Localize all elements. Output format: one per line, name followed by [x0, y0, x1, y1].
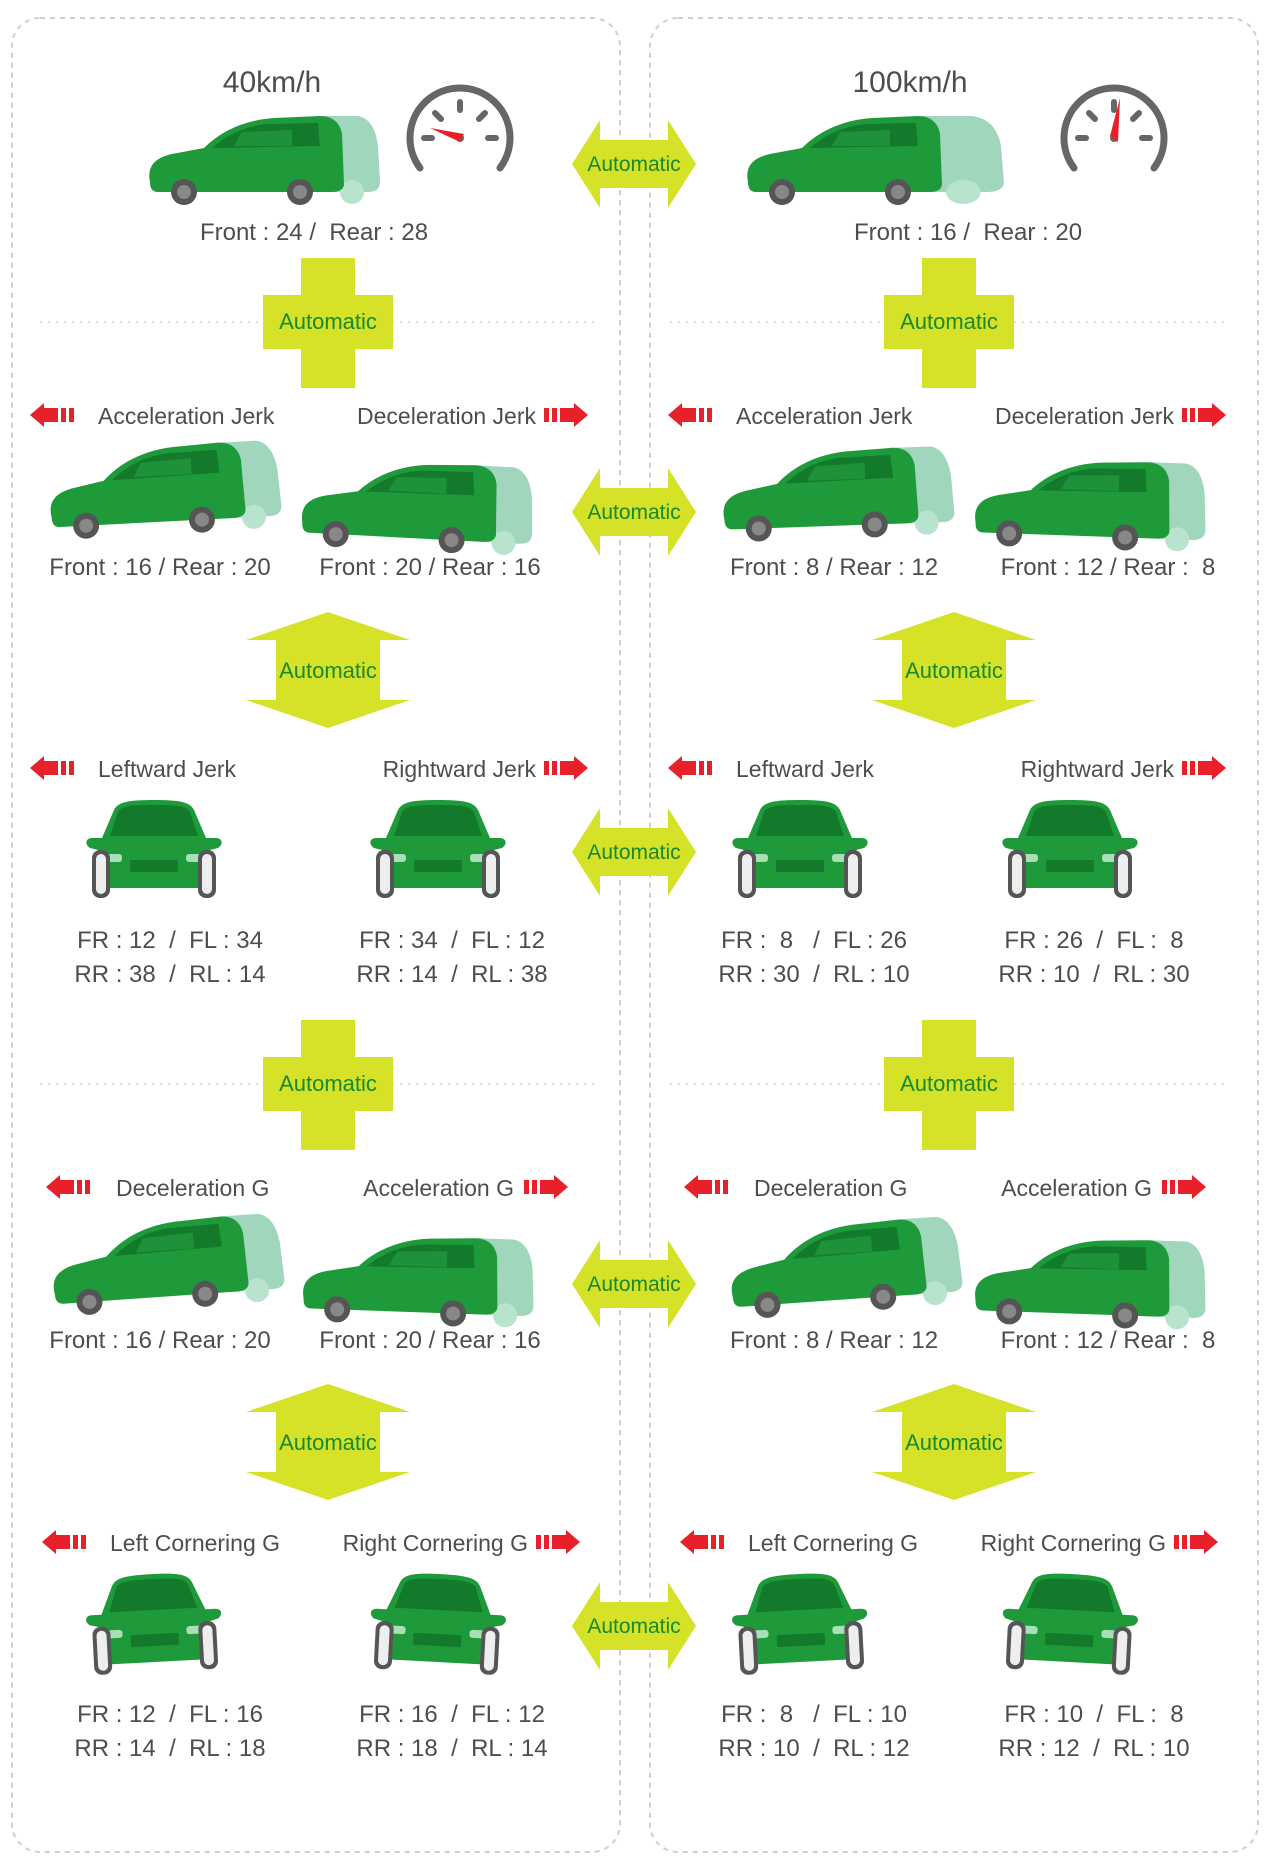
svg-text:Automatic: Automatic [587, 1615, 681, 1638]
jerk-lat-left-line1: FR : 12 / FL : 34 [77, 927, 263, 954]
jerk-lat-right-line1: FR : 34 / FL : 12 [359, 927, 545, 954]
jerk-long-right-damping: Front : 12 / Rear : 8 [1000, 554, 1216, 581]
svg-text:Automatic: Automatic [587, 841, 681, 864]
g-long-left-label: Deceleration G [754, 1175, 908, 1201]
car-front-icon [86, 800, 221, 898]
car-side-icon [300, 456, 535, 557]
car-side-icon [974, 1234, 1208, 1331]
svg-text:Automatic: Automatic [279, 1071, 377, 1096]
jerk-lat-right-line1: FR : 26 / FL : 8 [1004, 927, 1184, 954]
car-front-icon [730, 1571, 870, 1676]
plus-automatic-1 [884, 258, 1014, 388]
g-lat-right-line2: RR : 18 / RL : 14 [356, 1735, 548, 1762]
jerk-long-right-damping: Front : 20 / Rear : 16 [319, 554, 541, 581]
svg-text:Automatic: Automatic [587, 153, 681, 176]
g-long-left-label: Deceleration G [116, 1175, 270, 1201]
car-side-icon [50, 1212, 286, 1317]
car-side-icon [728, 1215, 964, 1320]
car-side-icon [302, 1232, 536, 1329]
plus-automatic-2 [884, 1020, 1014, 1150]
jerk-long-left-damping: Front : 8 / Rear : 12 [729, 554, 939, 581]
car-front-icon [1002, 800, 1137, 898]
svg-text:Automatic: Automatic [900, 309, 998, 334]
g-long-right-label: Acceleration G [363, 1175, 514, 1201]
jerk-long-left-label: Acceleration Jerk [736, 403, 913, 429]
g-long-right-damping: Front : 12 / Rear : 8 [1000, 1327, 1216, 1354]
red-direction-arrow-icon [544, 756, 588, 780]
car-front-icon [368, 1571, 508, 1676]
red-direction-arrow-icon [680, 1530, 724, 1554]
g-long-left-damping: Front : 16 / Rear : 20 [49, 1327, 271, 1354]
red-direction-arrow-icon [1182, 403, 1226, 427]
jerk-lat-right-label: Rightward Jerk [382, 756, 536, 782]
speed-damping-text: Front : 24 / Rear : 28 [199, 219, 429, 246]
svg-text:Automatic: Automatic [279, 658, 377, 683]
jerk-lat-right-line2: RR : 14 / RL : 38 [356, 961, 548, 988]
center-double-arrow [572, 1582, 696, 1670]
center-double-arrow [572, 808, 696, 896]
red-direction-arrow-icon [30, 756, 74, 780]
car-front-icon [370, 800, 505, 898]
g-lat-left-line2: RR : 10 / RL : 12 [718, 1735, 910, 1762]
g-lat-left-line1: FR : 8 / FL : 10 [721, 1701, 907, 1728]
red-direction-arrow-icon [684, 1175, 728, 1199]
red-direction-arrow-icon [668, 756, 712, 780]
jerk-lat-left-line2: RR : 38 / RL : 14 [74, 961, 266, 988]
svg-text:Automatic: Automatic [587, 501, 681, 524]
red-direction-arrow-icon [668, 403, 712, 427]
plus-automatic-1 [263, 258, 393, 388]
jerk-lat-left-label: Leftward Jerk [98, 756, 237, 782]
car-front-icon [1000, 1571, 1140, 1676]
g-lat-right-line2: RR : 12 / RL : 10 [998, 1735, 1190, 1762]
jerk-long-left-damping: Front : 16 / Rear : 20 [49, 554, 271, 581]
red-direction-arrow-icon [524, 1175, 568, 1199]
updown-automatic-1 [246, 612, 410, 728]
g-long-right-damping: Front : 20 / Rear : 16 [319, 1327, 541, 1354]
jerk-lat-left-line1: FR : 8 / FL : 26 [721, 927, 907, 954]
updown-automatic-2 [246, 1384, 410, 1500]
jerk-long-right-label: Deceleration Jerk [357, 403, 536, 429]
g-lat-right-label: Right Cornering G [342, 1530, 528, 1556]
svg-text:Automatic: Automatic [279, 309, 377, 334]
speedometer-icon [410, 88, 510, 168]
g-lat-right-label: Right Cornering G [980, 1530, 1166, 1556]
jerk-lat-right-label: Rightward Jerk [1020, 756, 1174, 782]
red-direction-arrow-icon [30, 403, 74, 427]
speed-label: 100km/h [852, 66, 968, 99]
jerk-lat-left-label: Leftward Jerk [736, 756, 875, 782]
svg-text:Automatic: Automatic [900, 1071, 998, 1096]
svg-text:Automatic: Automatic [279, 1430, 377, 1455]
red-direction-arrow-icon [46, 1175, 90, 1199]
g-long-right-label: Acceleration G [1001, 1175, 1152, 1201]
svg-text:Automatic: Automatic [905, 658, 1003, 683]
speed-label: 40km/h [222, 66, 322, 99]
g-lat-left-line2: RR : 14 / RL : 18 [74, 1735, 266, 1762]
jerk-long-left-label: Acceleration Jerk [98, 403, 275, 429]
red-direction-arrow-icon [1174, 1530, 1218, 1554]
jerk-lat-right-line2: RR : 10 / RL : 30 [998, 961, 1190, 988]
g-lat-right-line1: FR : 10 / FL : 8 [1004, 1701, 1184, 1728]
g-lat-left-line1: FR : 12 / FL : 16 [77, 1701, 263, 1728]
car-side-icon [48, 440, 283, 541]
red-direction-arrow-icon [1162, 1175, 1206, 1199]
center-double-arrow [572, 468, 696, 556]
red-direction-arrow-icon [1182, 756, 1226, 780]
speed-car-icon [747, 116, 1004, 205]
car-side-icon [721, 446, 955, 543]
g-lat-right-line1: FR : 16 / FL : 12 [359, 1701, 545, 1728]
speed-car-icon [149, 116, 380, 205]
car-front-icon [732, 800, 867, 898]
updown-automatic-1 [872, 612, 1036, 728]
plus-automatic-2 [263, 1020, 393, 1150]
car-side-icon [974, 456, 1208, 553]
speedometer-icon [1064, 88, 1164, 168]
g-lat-left-label: Left Cornering G [110, 1530, 281, 1556]
center-double-arrow [572, 120, 696, 208]
g-long-left-damping: Front : 8 / Rear : 12 [729, 1327, 939, 1354]
svg-text:Automatic: Automatic [587, 1273, 681, 1296]
jerk-lat-left-line2: RR : 30 / RL : 10 [718, 961, 910, 988]
speed-damping-text: Front : 16 / Rear : 20 [853, 219, 1083, 246]
svg-text:Automatic: Automatic [905, 1430, 1003, 1455]
jerk-long-right-label: Deceleration Jerk [995, 403, 1174, 429]
g-lat-left-label: Left Cornering G [748, 1530, 919, 1556]
updown-automatic-2 [872, 1384, 1036, 1500]
red-direction-arrow-icon [42, 1530, 86, 1554]
center-double-arrow [572, 1240, 696, 1328]
red-direction-arrow-icon [536, 1530, 580, 1554]
red-direction-arrow-icon [544, 403, 588, 427]
car-front-icon [84, 1571, 224, 1676]
